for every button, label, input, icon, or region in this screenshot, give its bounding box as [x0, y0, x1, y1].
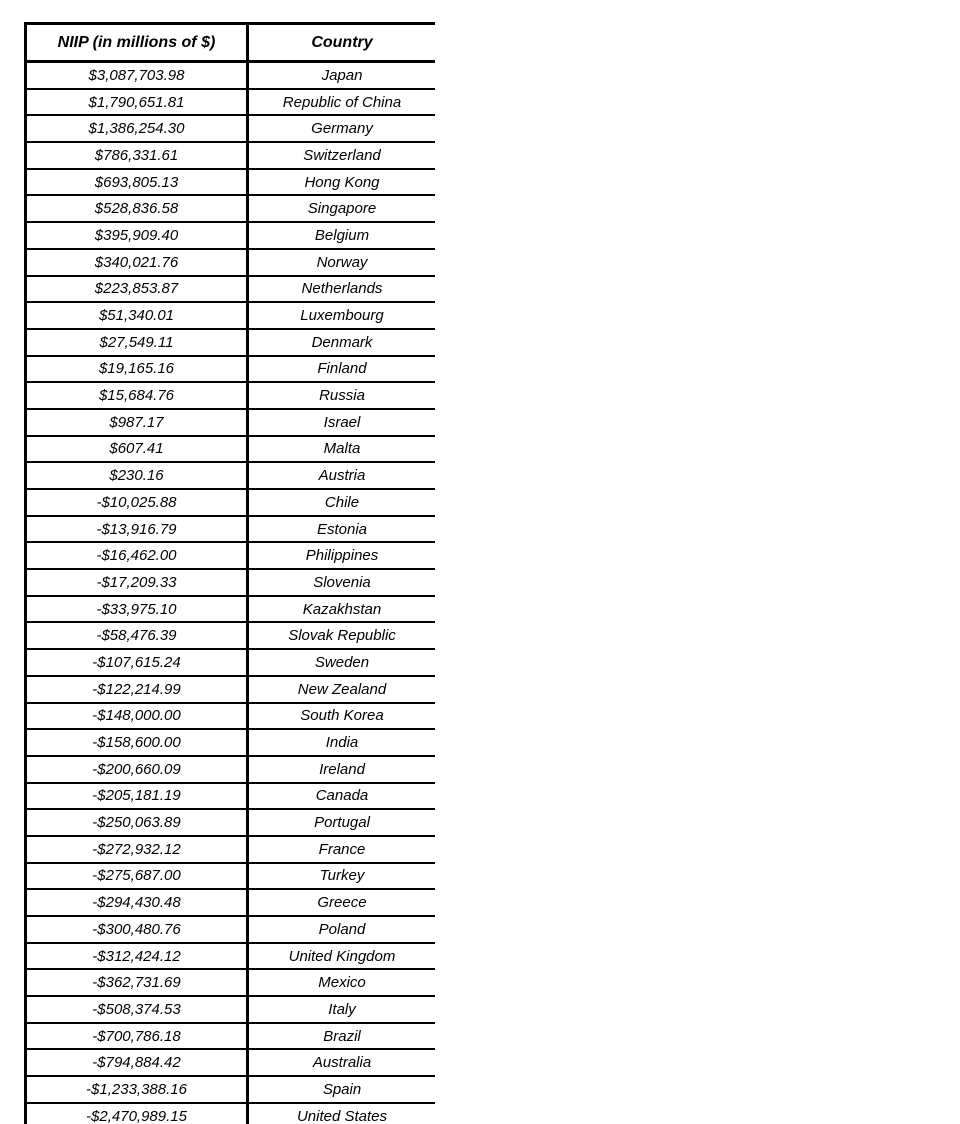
table-row	[27, 63, 435, 90]
country-name-cell: United States	[296, 1107, 388, 1124]
table-row	[27, 677, 435, 704]
table-row	[27, 196, 435, 223]
table-row	[27, 1050, 435, 1077]
niip-value-cell: -$794,884.42	[27, 1050, 249, 1075]
niip-value-cell: $230.16	[27, 463, 249, 488]
table-row	[27, 597, 435, 624]
country-name-cell: Slovak Republic	[288, 627, 396, 645]
country-name-cell: Germany	[311, 120, 373, 138]
table-row	[27, 650, 435, 677]
niip-value-cell: -$250,063.89	[27, 810, 249, 835]
country-name-cell: South Korea	[300, 707, 384, 725]
niip-value-cell: -$272,932.12	[27, 837, 249, 862]
table-row	[27, 730, 435, 757]
table-row	[27, 917, 435, 944]
country-name-cell: Denmark	[311, 333, 373, 351]
table-row	[27, 570, 435, 597]
country-name-cell: Russia	[319, 387, 365, 405]
table-row	[27, 116, 435, 143]
table-row	[27, 223, 435, 250]
niip-value-cell: $51,340.01	[27, 303, 249, 328]
niip-value-cell: $27,549.11	[27, 330, 249, 355]
table-row	[27, 357, 435, 384]
country-name-cell: Greece	[317, 894, 367, 912]
table-row	[27, 330, 435, 357]
country-name-cell: Kazakhstan	[302, 600, 382, 618]
table-row	[27, 864, 435, 891]
country-name-cell: Israel	[323, 413, 361, 431]
table-row	[27, 944, 435, 971]
table-row	[27, 90, 435, 117]
table-row	[27, 1024, 435, 1051]
country-name-cell: Turkey	[319, 867, 365, 885]
niip-value-cell: $1,386,254.30	[27, 116, 249, 141]
niip-column-header: NIIP (in millions of $)	[27, 25, 249, 60]
country-name-cell: Norway	[316, 253, 368, 271]
country-name-cell: Finland	[317, 360, 367, 378]
country-name-cell: Canada	[315, 787, 369, 805]
niip-value-cell: -$312,424.12	[27, 944, 249, 969]
table-row	[27, 890, 435, 917]
country-name-cell: Republic of China	[282, 93, 402, 111]
country-name-cell: Estonia	[316, 520, 368, 538]
table-header-row	[27, 25, 435, 63]
table-row	[27, 517, 435, 544]
country-name-cell: Luxembourg	[300, 307, 384, 325]
niip-value-cell: -$300,480.76	[27, 917, 249, 942]
country-name-cell: Poland	[318, 920, 366, 938]
niip-value-cell: -$362,731.69	[27, 970, 249, 995]
niip-value-cell: -$148,000.00	[27, 704, 249, 729]
niip-value-cell: $3,087,703.98	[27, 63, 249, 88]
country-name-cell: Mexico	[318, 974, 366, 992]
table-row	[27, 490, 435, 517]
country-name-cell: Singapore	[307, 200, 377, 218]
niip-value-cell: -$16,462.00	[27, 543, 249, 568]
country-name-cell: Netherlands	[301, 280, 383, 298]
table-row	[27, 410, 435, 437]
table-row	[27, 997, 435, 1024]
table-row	[27, 437, 435, 464]
country-name-cell: France	[318, 840, 366, 858]
country-name-cell: Sweden	[314, 653, 370, 671]
country-name-cell: Ireland	[319, 760, 365, 778]
country-name-cell: Australia	[312, 1054, 372, 1072]
niip-value-cell: $19,165.16	[27, 357, 249, 382]
country-name-cell: Malta	[323, 440, 361, 458]
country-name-cell: Portugal	[314, 814, 370, 832]
niip-value-cell: $607.41	[27, 437, 249, 462]
country-name-cell: Switzerland	[303, 146, 381, 164]
table-body	[27, 63, 435, 1124]
niip-country-table	[24, 22, 435, 1124]
niip-value-cell: $15,684.76	[27, 383, 249, 408]
table-row	[27, 383, 435, 410]
country-name-cell: Philippines	[305, 547, 379, 565]
niip-value-cell: -$33,975.10	[27, 597, 249, 622]
niip-value-cell: -$205,181.19	[27, 784, 249, 809]
country-name-cell: Chile	[324, 493, 360, 511]
country-name-cell: Slovenia	[313, 573, 371, 591]
niip-value-cell: -$1,233,388.16	[27, 1077, 249, 1102]
country-name-cell: Spain	[322, 1080, 362, 1098]
table-row	[27, 1077, 435, 1104]
niip-value-cell: $693,805.13	[27, 170, 249, 195]
niip-value-cell: -$158,600.00	[27, 730, 249, 755]
country-name-cell: Belgium	[314, 226, 370, 244]
table-row	[27, 463, 435, 490]
table-row	[27, 837, 435, 864]
country-name-cell: Austria	[318, 467, 366, 485]
table-row	[27, 143, 435, 170]
niip-value-cell: -$10,025.88	[27, 490, 249, 515]
country-name-cell: Japan	[321, 66, 363, 84]
country-name-cell: New Zealand	[297, 680, 387, 698]
country-column-header: Country	[311, 33, 373, 51]
table-row	[27, 1104, 435, 1124]
niip-value-cell: -$107,615.24	[27, 650, 249, 675]
table-row	[27, 170, 435, 197]
niip-value-cell: -$294,430.48	[27, 890, 249, 915]
table-row	[27, 623, 435, 650]
table-row	[27, 757, 435, 784]
niip-value-cell: -$275,687.00	[27, 864, 249, 889]
niip-value-cell: $786,331.61	[27, 143, 249, 168]
table-row	[27, 784, 435, 811]
niip-value-cell: $223,853.87	[27, 277, 249, 302]
country-name-cell: United Kingdom	[288, 947, 396, 965]
table-row	[27, 810, 435, 837]
country-name-cell: Brazil	[323, 1027, 361, 1045]
niip-value-cell: -$17,209.33	[27, 570, 249, 595]
niip-value-cell: $987.17	[27, 410, 249, 435]
niip-value-cell: -$508,374.53	[27, 997, 249, 1022]
table-row	[27, 250, 435, 277]
niip-value-cell: -$13,916.79	[27, 517, 249, 542]
niip-value-cell: $528,836.58	[27, 196, 249, 221]
niip-value-cell: -$700,786.18	[27, 1024, 249, 1049]
table-row	[27, 303, 435, 330]
table-row	[27, 970, 435, 997]
country-name-cell: India	[325, 734, 359, 752]
niip-value-cell: $395,909.40	[27, 223, 249, 248]
niip-value-cell: -$2,470,989.15	[27, 1104, 249, 1124]
country-name-cell: Hong Kong	[304, 173, 380, 191]
table-row	[27, 277, 435, 304]
niip-value-cell: -$122,214.99	[27, 677, 249, 702]
niip-value-cell: $1,790,651.81	[27, 90, 249, 115]
country-name-cell: Italy	[328, 1000, 356, 1018]
niip-value-cell: -$200,660.09	[27, 757, 249, 782]
niip-value-cell: $340,021.76	[27, 250, 249, 275]
table-row	[27, 543, 435, 570]
table-row	[27, 704, 435, 731]
niip-value-cell: -$58,476.39	[27, 623, 249, 648]
